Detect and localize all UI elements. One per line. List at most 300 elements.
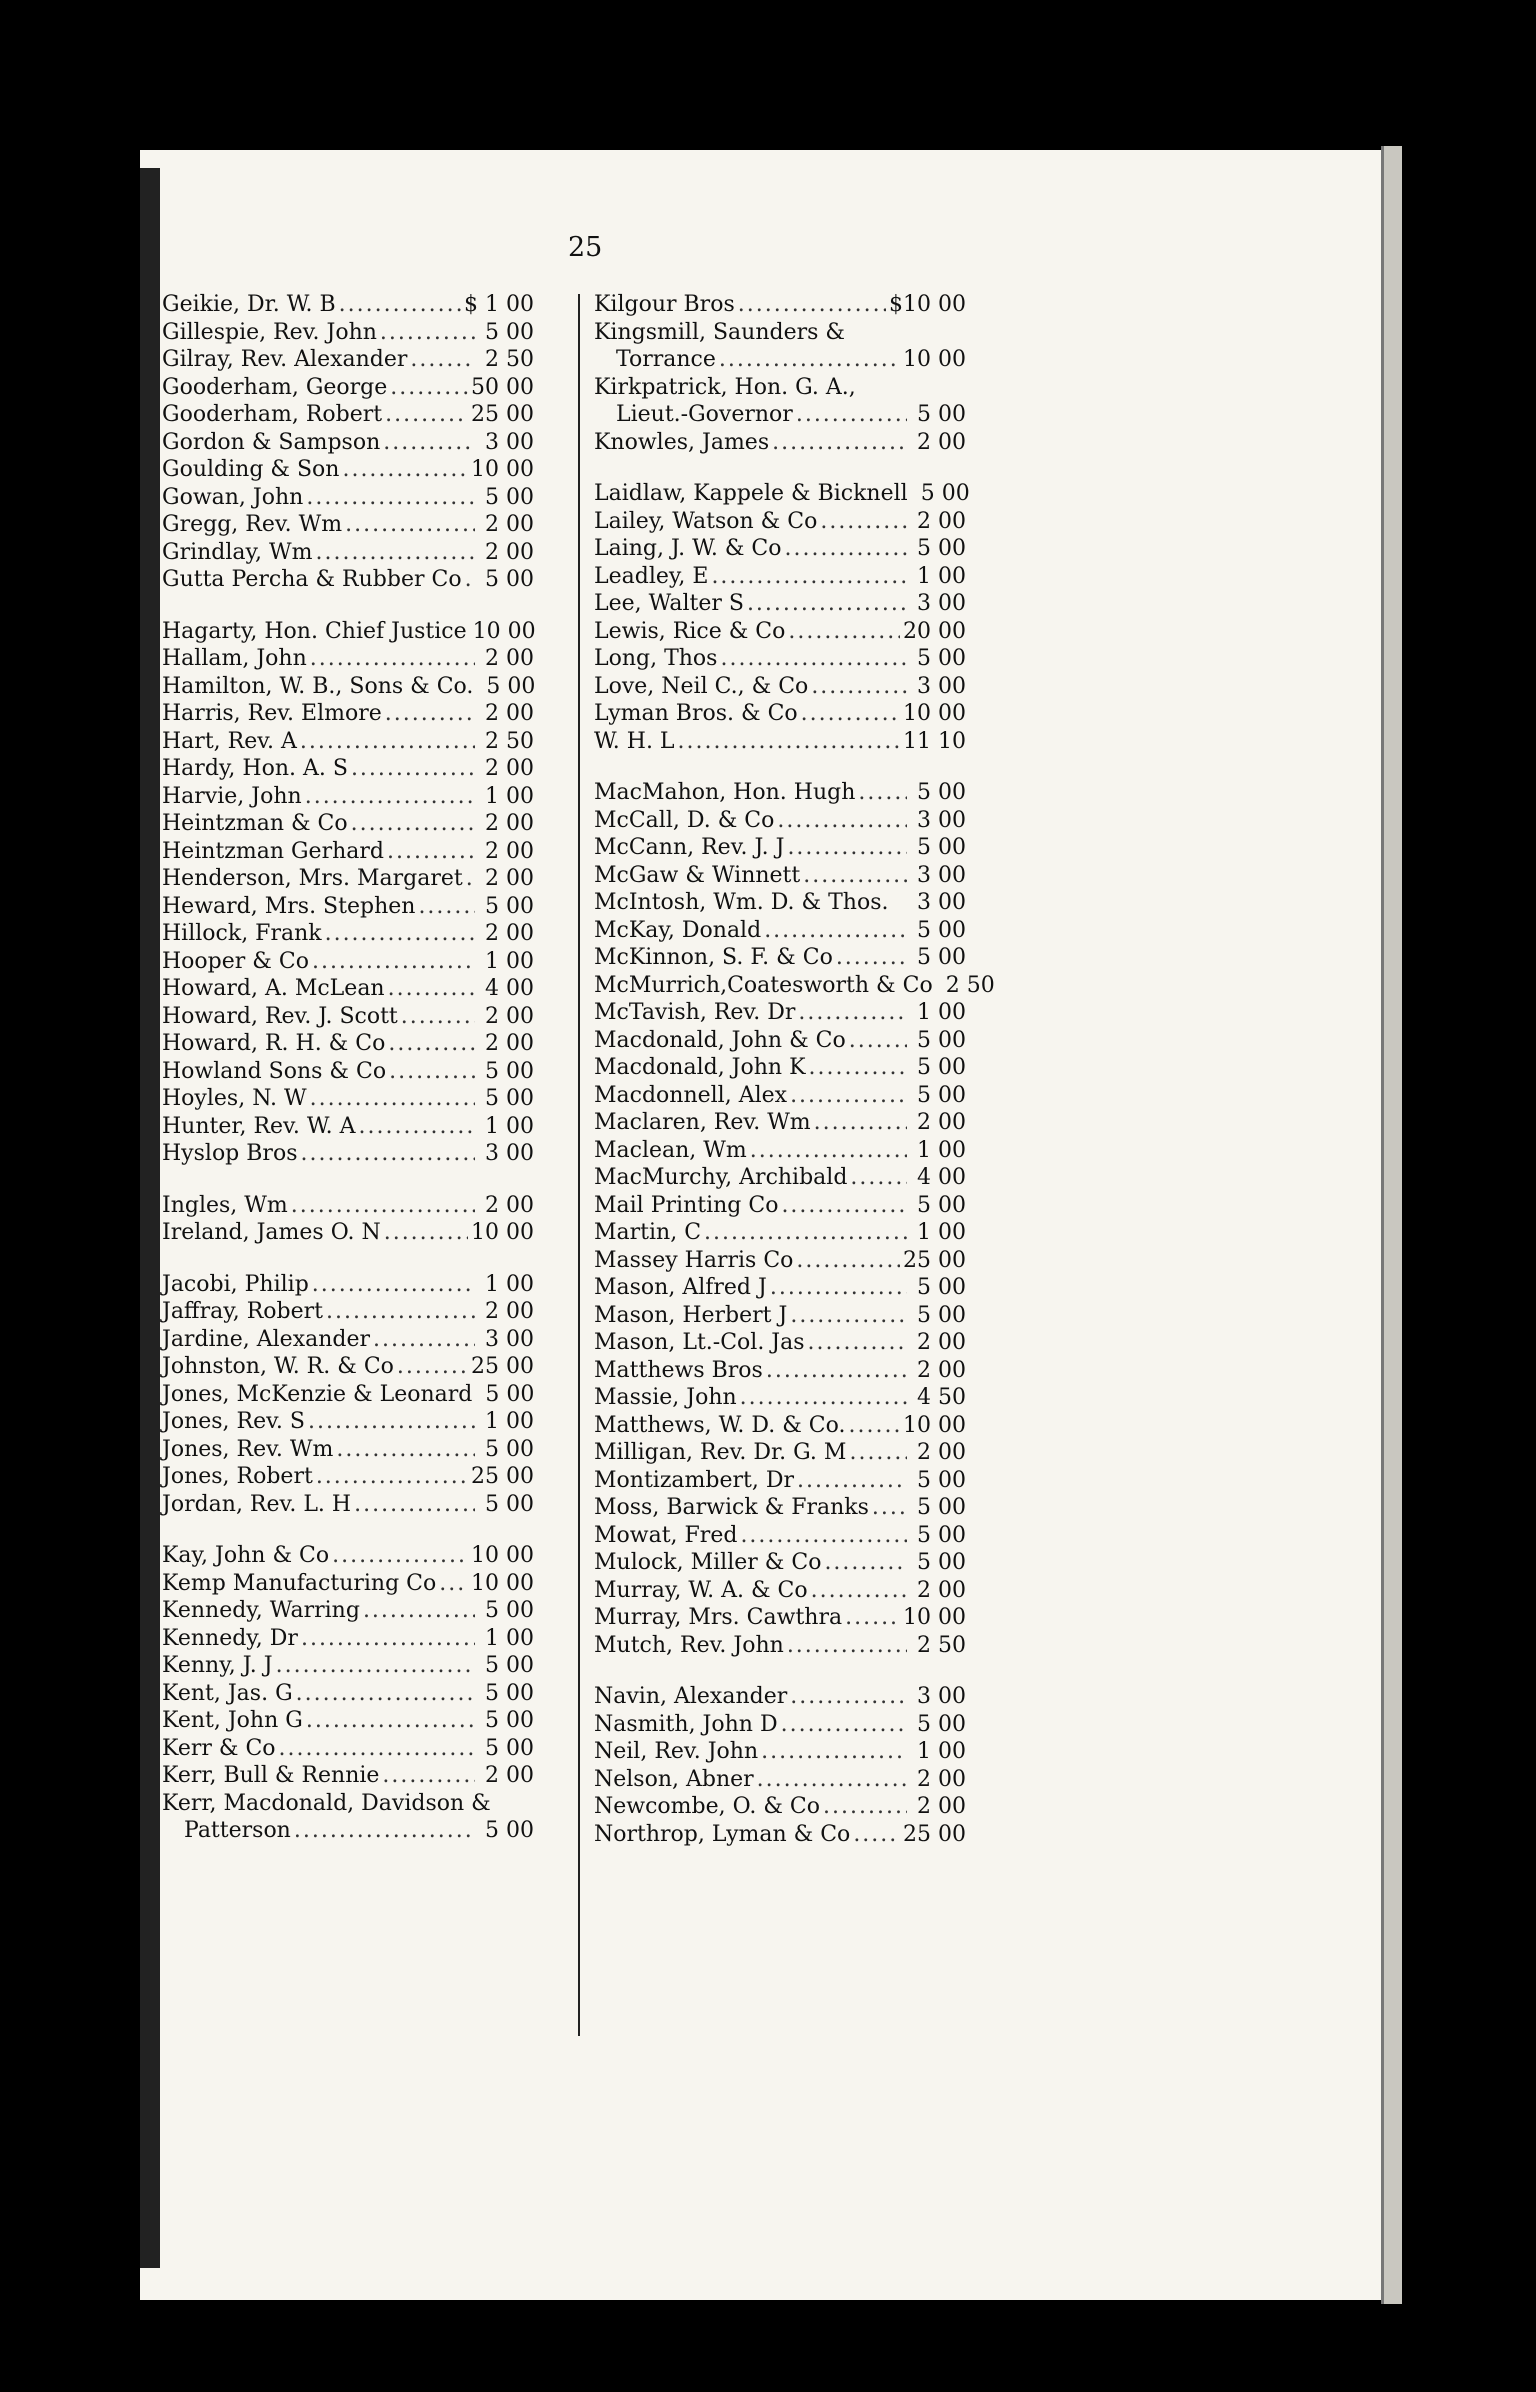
donation-amount: 10 00 — [903, 701, 966, 726]
donation-amount: $ 1 00 — [464, 292, 534, 317]
dot-leader — [465, 567, 475, 592]
dot-leader — [678, 729, 900, 754]
subscriber-entry — [594, 674, 966, 702]
subscriber-name: Goulding & Son — [162, 457, 340, 482]
dot-leader — [383, 430, 475, 455]
subscriber-name: Jaffray, Robert — [162, 1299, 323, 1324]
subscriber-name: Moss, Barwick & Franks — [594, 1495, 869, 1520]
subscriber-name: Hagarty, Hon. Chief Justice — [162, 618, 467, 644]
dot-leader — [796, 1248, 900, 1273]
dot-leader — [305, 784, 475, 809]
donation-amount: 5 00 — [917, 780, 966, 805]
dot-leader — [766, 1358, 907, 1383]
subscriber-name: Gooderham, George — [162, 374, 388, 400]
donation-amount: 5 00 — [485, 1381, 535, 1407]
dot-leader — [332, 1543, 468, 1568]
dot-leader — [772, 430, 907, 455]
subscriber-entry — [162, 674, 534, 702]
dot-leader — [339, 292, 461, 317]
subscriber-name: Hooper & Co — [162, 948, 309, 974]
right-column-subscribers — [594, 292, 995, 1849]
subscriber-entry — [594, 591, 966, 619]
subscriber-entry — [594, 1055, 966, 1083]
donation-amount: 2 00 — [917, 1794, 966, 1819]
donation-amount: 5 00 — [485, 893, 534, 919]
subscriber-entry — [162, 1598, 534, 1626]
subscriber-entry — [594, 1684, 966, 1712]
section-gap — [162, 1519, 534, 1543]
subscriber-entry — [594, 863, 966, 891]
donation-amount: 5 00 — [485, 1491, 534, 1517]
subscriber-name: Matthews, W. D. & Co. — [594, 1412, 846, 1438]
donation-amount: 1 00 — [917, 1000, 966, 1025]
subscriber-name: Howland Sons & Co — [162, 1058, 387, 1084]
subscriber-entry — [162, 1492, 534, 1520]
subscriber-entry — [162, 540, 534, 568]
subscriber-name: Macdonnell, Alex — [594, 1082, 788, 1108]
subscriber-entry — [162, 1327, 534, 1355]
section-gap — [594, 756, 966, 780]
dot-leader — [363, 1598, 475, 1623]
subscriber-name: Murray, Mrs. Cawthra — [594, 1605, 843, 1630]
dot-leader — [345, 512, 475, 537]
column-divider — [578, 294, 580, 2036]
subscriber-entry — [594, 1822, 966, 1850]
dot-leader — [308, 1409, 475, 1434]
subscriber-entry — [162, 1059, 534, 1087]
donation-amount: 2 00 — [485, 1003, 534, 1029]
dot-leader — [849, 1440, 907, 1465]
dot-leader — [296, 1681, 475, 1706]
subscriber-name: Maclean, Wm — [594, 1137, 747, 1163]
subscriber-entry — [594, 1633, 966, 1661]
subscriber-entry — [594, 1110, 966, 1138]
donation-amount: 2 00 — [485, 1763, 534, 1788]
dot-leader — [824, 1550, 907, 1575]
donation-amount: 5 00 — [485, 1058, 534, 1084]
dot-leader — [300, 1141, 475, 1166]
donation-amount: 5 00 — [917, 835, 966, 860]
subscriber-name: Kerr & Co — [162, 1735, 276, 1761]
subscriber-name: Mason, Lt.-Col. Jas — [594, 1330, 805, 1355]
subscriber-entry — [594, 320, 966, 348]
dot-leader — [300, 729, 475, 754]
dot-leader — [301, 1626, 475, 1651]
subscriber-entry — [162, 1571, 534, 1599]
donation-amount: 20 00 — [903, 618, 966, 644]
subscriber-entry — [594, 1138, 966, 1166]
subscriber-entry — [162, 1354, 534, 1382]
subscriber-entry — [162, 646, 534, 674]
subscriber-entry — [594, 481, 970, 509]
subscriber-entry — [594, 701, 966, 729]
subscriber-entry — [162, 1220, 534, 1248]
dot-leader — [836, 945, 907, 970]
subscriber-name: Gutta Percha & Rubber Co — [162, 567, 462, 592]
donation-amount: 2 50 — [485, 347, 534, 372]
subscriber-name: Jardine, Alexander — [162, 1326, 371, 1352]
subscriber-entry — [594, 808, 966, 836]
subscriber-entry — [594, 619, 966, 647]
subscriber-entry — [162, 921, 534, 949]
dot-leader — [740, 1385, 907, 1410]
subscriber-entry — [162, 1382, 534, 1410]
donation-amount: 5 00 — [917, 1550, 966, 1575]
subscriber-name: Kent, John G — [162, 1708, 303, 1733]
subscriber-entry — [162, 976, 534, 1004]
section-gap — [594, 457, 966, 481]
subscriber-name: Howard, R. H. & Co — [162, 1031, 386, 1056]
subscriber-name: Nelson, Abner — [594, 1766, 754, 1792]
subscriber-name: Hallam, John — [162, 646, 307, 671]
subscriber-entry — [594, 1413, 966, 1441]
subscriber-name: Kennedy, Warring — [162, 1598, 360, 1623]
subscriber-entry — [594, 347, 966, 375]
donation-amount: 2 00 — [485, 921, 534, 946]
subscriber-entry — [162, 1141, 534, 1169]
subscriber-entry — [594, 1794, 966, 1822]
donation-amount: 5 00 — [485, 319, 534, 345]
subscriber-name: MacMurchy, Archibald — [594, 1165, 848, 1190]
dot-leader — [336, 1437, 475, 1462]
donation-amount: 5 00 — [486, 673, 536, 699]
donation-amount: 5 00 — [917, 945, 966, 970]
dot-leader — [790, 1684, 907, 1709]
subscriber-name: Heward, Mrs. Stephen — [162, 893, 416, 919]
subscriber-entry — [162, 512, 534, 540]
left-column-subscribers — [162, 292, 534, 1846]
subscriber-name: Maclaren, Rev. Wm — [594, 1110, 811, 1135]
donation-amount: 3 00 — [917, 862, 966, 888]
dot-leader — [312, 949, 475, 974]
donation-amount: 25 00 — [471, 1464, 534, 1489]
subscriber-name: Jacobi, Philip — [162, 1271, 309, 1297]
subscriber-name: Hillock, Frank — [162, 921, 322, 946]
subscriber-entry — [162, 402, 534, 430]
donation-amount: 2 00 — [917, 508, 966, 534]
dot-leader — [761, 1739, 907, 1764]
subscriber-name: Leadley, E — [594, 563, 709, 589]
dot-leader — [823, 1794, 907, 1819]
donation-amount: 5 00 — [485, 1735, 534, 1761]
dot-leader — [738, 292, 886, 317]
subscriber-name: McMurrich,Coatesworth & Co — [594, 972, 933, 998]
dot-leader — [380, 320, 475, 345]
subscriber-name: MacMahon, Hon. Hugh — [594, 780, 856, 805]
subscriber-name: McCann, Rev. J. J — [594, 835, 785, 860]
dot-leader — [294, 1818, 475, 1843]
subscriber-name: Gregg, Rev. Wm — [162, 512, 343, 537]
dot-leader — [770, 1275, 907, 1300]
donation-amount: 2 00 — [485, 1192, 534, 1218]
subscriber-entry — [594, 1468, 966, 1496]
dot-leader — [872, 1495, 907, 1520]
subscriber-entry — [594, 1083, 966, 1111]
subscriber-entry — [594, 646, 966, 674]
subscriber-name: Love, Neil C., & Co — [594, 673, 809, 699]
subscriber-name: Laing, J. W. & Co — [594, 536, 782, 561]
dot-leader — [354, 1492, 475, 1517]
donation-amount: 2 00 — [485, 756, 534, 781]
subscriber-entry — [594, 1605, 966, 1633]
donation-amount: 3 00 — [917, 890, 966, 915]
subscriber-entry — [594, 509, 966, 537]
donation-amount: 10 00 — [903, 1605, 966, 1630]
dot-leader — [785, 536, 907, 561]
subscriber-entry — [594, 1385, 966, 1413]
donation-amount: 2 00 — [917, 1440, 966, 1465]
subscriber-name: Lieut.-Governor — [616, 402, 793, 427]
subscriber-entry — [162, 292, 534, 320]
donation-amount: 5 00 — [917, 1467, 966, 1493]
subscriber-name: Northrop, Lyman & Co — [594, 1821, 851, 1847]
donation-amount: 5 00 — [917, 1055, 966, 1080]
donation-amount: 2 00 — [917, 1577, 966, 1603]
dot-leader — [787, 835, 907, 860]
donation-amount: 25 00 — [903, 1247, 966, 1273]
dot-leader — [306, 485, 475, 510]
subscriber-entry — [594, 1739, 966, 1767]
dot-leader — [410, 347, 475, 372]
subscriber-name: Mail Printing Co — [594, 1192, 779, 1218]
subscriber-entry — [594, 1000, 966, 1028]
subscriber-name: Jones, Robert — [162, 1464, 313, 1489]
subscriber-entry — [594, 1712, 966, 1740]
subscriber-entry — [162, 1681, 534, 1709]
dot-leader — [788, 619, 900, 644]
subscriber-entry — [162, 1031, 534, 1059]
donation-amount: 5 00 — [485, 484, 534, 510]
subscriber-entry — [162, 1086, 534, 1114]
dot-leader — [385, 402, 468, 427]
donation-amount: 1 00 — [485, 1409, 534, 1434]
subscriber-name: Gillespie, Rev. John — [162, 319, 377, 345]
donation-amount: 5 00 — [917, 536, 966, 561]
subscriber-name: Neil, Rev. John — [594, 1739, 759, 1764]
donation-amount: 2 00 — [485, 1299, 534, 1324]
dot-leader — [811, 674, 907, 699]
subscriber-name: Mulock, Miller & Co — [594, 1550, 822, 1575]
subscriber-name: McCall, D. & Co — [594, 807, 775, 833]
donation-amount: 1 00 — [485, 948, 534, 974]
donation-amount: 5 00 — [485, 567, 534, 592]
donation-amount: 5 00 — [917, 402, 966, 427]
subscriber-entry — [594, 1440, 966, 1468]
subscriber-entry — [594, 1220, 966, 1248]
dot-leader — [359, 1114, 476, 1139]
dot-leader — [466, 866, 475, 891]
subscriber-entry — [594, 918, 966, 946]
donation-amount: 10 00 — [903, 1412, 966, 1438]
subscriber-entry — [162, 347, 534, 375]
dot-leader — [845, 1605, 900, 1630]
donation-amount: 5 00 — [917, 646, 966, 671]
dot-leader — [747, 591, 907, 616]
subscriber-entry — [594, 1523, 966, 1551]
subscriber-name: Jones, McKenzie & Leonard — [162, 1381, 473, 1407]
dot-leader — [858, 780, 907, 805]
donation-amount: 5 00 — [485, 1436, 534, 1462]
subscriber-entry — [594, 1193, 966, 1221]
dot-leader — [439, 1571, 468, 1596]
donation-amount: 25 00 — [471, 1354, 534, 1379]
subscriber-entry — [162, 1437, 534, 1465]
donation-amount: 5 00 — [917, 1192, 966, 1218]
dot-leader — [418, 894, 475, 919]
donation-amount: 5 00 — [917, 1495, 966, 1520]
subscriber-entry — [162, 1543, 534, 1571]
subscriber-name: Kay, John & Co — [162, 1543, 330, 1568]
dot-leader — [276, 1653, 475, 1678]
subscriber-name: Newcombe, O. & Co — [594, 1794, 821, 1819]
dot-leader — [401, 1004, 475, 1029]
subscriber-name: Howard, Rev. J. Scott — [162, 1003, 398, 1029]
donation-amount: 5 00 — [920, 481, 970, 506]
subscriber-entry — [162, 701, 534, 729]
dot-leader — [803, 863, 907, 888]
subscriber-entry — [162, 1763, 534, 1791]
dot-leader — [801, 701, 900, 726]
subscriber-name: Geikie, Dr. W. B — [162, 292, 336, 317]
subscriber-entry — [594, 890, 966, 918]
dot-leader — [325, 921, 475, 946]
subscriber-name: Jones, Rev. S — [162, 1409, 305, 1434]
page-number: 25 — [568, 232, 603, 263]
subscriber-name: Hunter, Rev. W. A — [162, 1113, 356, 1139]
subscriber-name: Montizambert, Dr — [594, 1467, 794, 1493]
subscriber-name: Matthews Bros — [594, 1357, 763, 1383]
dot-leader — [291, 1193, 475, 1218]
subscriber-name: Gilray, Rev. Alexander — [162, 347, 408, 372]
subscriber-name: Jordan, Rev. L. H — [162, 1491, 352, 1517]
donation-amount: 2 00 — [485, 811, 534, 836]
subscriber-entry — [162, 866, 534, 894]
dot-leader — [316, 540, 476, 565]
donation-amount: 2 00 — [485, 866, 534, 891]
donation-amount: 2 00 — [485, 646, 534, 671]
dot-leader — [316, 1464, 468, 1489]
subscriber-entry — [162, 1653, 534, 1681]
donation-amount: 25 00 — [471, 402, 534, 427]
dot-leader — [719, 347, 900, 372]
donation-amount: 10 00 — [471, 457, 534, 482]
dot-leader — [757, 1767, 907, 1792]
subscriber-entry — [594, 1303, 966, 1331]
subscriber-entry — [162, 1818, 534, 1846]
dot-leader — [279, 1736, 475, 1761]
dot-leader — [389, 1059, 475, 1084]
dot-leader — [711, 564, 907, 589]
subscriber-entry — [162, 430, 534, 458]
dot-leader — [764, 918, 907, 943]
subscriber-name: Hoyles, N. W — [162, 1086, 307, 1111]
donation-amount: 1 00 — [485, 1113, 534, 1139]
donation-amount: 11 10 — [903, 728, 966, 754]
donation-amount: 2 00 — [485, 1031, 534, 1056]
donation-amount: 1 00 — [917, 563, 966, 589]
subscriber-name: Mason, Herbert J — [594, 1302, 788, 1328]
dot-leader — [385, 701, 475, 726]
donation-amount: 5 00 — [917, 1522, 966, 1548]
subscriber-entry — [162, 784, 534, 812]
subscriber-name: W. H. L — [594, 728, 675, 754]
dot-leader — [790, 1083, 907, 1108]
subscriber-entry — [162, 567, 534, 595]
dot-leader — [382, 1763, 475, 1788]
subscriber-entry — [594, 402, 966, 430]
donation-amount: 2 00 — [485, 838, 534, 864]
donation-amount: 5 00 — [917, 1027, 966, 1053]
subscriber-entry — [162, 485, 534, 513]
dot-leader — [811, 1578, 907, 1603]
donation-amount: 4 50 — [917, 1385, 966, 1410]
subscriber-name: McKay, Donald — [594, 917, 762, 943]
donation-amount: 1 00 — [917, 1739, 966, 1764]
subscriber-name: Macdonald, John K — [594, 1055, 806, 1080]
subscriber-name: Ireland, James O. N — [162, 1220, 381, 1245]
subscriber-name: Grindlay, Wm — [162, 539, 313, 565]
subscriber-name: Jones, Rev. Wm — [162, 1436, 334, 1462]
subscriber-entry — [594, 1767, 966, 1795]
subscriber-name: Milligan, Rev. Dr. G. M — [594, 1440, 847, 1465]
subscriber-entry — [162, 1626, 534, 1654]
subscriber-name: Kirkpatrick, Hon. G. A., — [594, 374, 856, 400]
dot-leader — [310, 1086, 475, 1111]
dot-leader — [796, 402, 907, 427]
donation-amount: $10 00 — [889, 292, 966, 317]
dot-leader — [388, 976, 475, 1001]
subscriber-name: Massie, John — [594, 1385, 737, 1410]
subscriber-name: Gordon & Sampson — [162, 429, 381, 455]
subscriber-name: Kemp Manufacturing Co — [162, 1570, 437, 1596]
donation-amount: 5 00 — [485, 1598, 534, 1623]
subscriber-entry — [162, 1114, 534, 1142]
donation-amount: 1 00 — [485, 1625, 534, 1651]
subscriber-entry — [594, 972, 995, 1001]
subscriber-name: McGaw & Winnett — [594, 862, 801, 888]
subscriber-name: Mason, Alfred J — [594, 1275, 767, 1300]
subscriber-name: Kilgour Bros — [594, 292, 735, 317]
subscriber-name: Navin, Alexander — [594, 1684, 788, 1709]
dot-leader — [849, 1028, 907, 1053]
subscriber-entry — [162, 1193, 534, 1221]
donation-amount: 2 00 — [917, 1766, 966, 1792]
donation-amount: 3 00 — [485, 1141, 534, 1166]
subscriber-name: Long, Thos — [594, 646, 718, 671]
subscriber-entry — [162, 1464, 534, 1492]
donation-amount: 25 00 — [903, 1821, 966, 1847]
dot-leader — [312, 1272, 475, 1297]
subscriber-entry — [594, 835, 966, 863]
donation-amount: 3 00 — [917, 807, 966, 833]
dot-leader — [808, 1330, 907, 1355]
subscriber-entry — [162, 839, 534, 867]
subscriber-entry — [162, 320, 534, 348]
donation-amount: 5 00 — [917, 1082, 966, 1108]
subscriber-name: Henderson, Mrs. Margaret — [162, 866, 463, 891]
subscriber-entry — [594, 729, 966, 757]
subscriber-entry — [162, 756, 534, 784]
donation-amount: 2 00 — [917, 1330, 966, 1355]
dot-leader — [306, 1708, 475, 1733]
donation-amount: 4 00 — [485, 976, 534, 1001]
subscriber-entry — [162, 1409, 534, 1437]
subscriber-name: Kent, Jas. G — [162, 1680, 293, 1706]
donation-amount: 5 00 — [917, 917, 966, 943]
dot-leader — [387, 839, 475, 864]
donation-amount: 1 00 — [485, 783, 534, 809]
subscriber-entry — [162, 1299, 534, 1327]
